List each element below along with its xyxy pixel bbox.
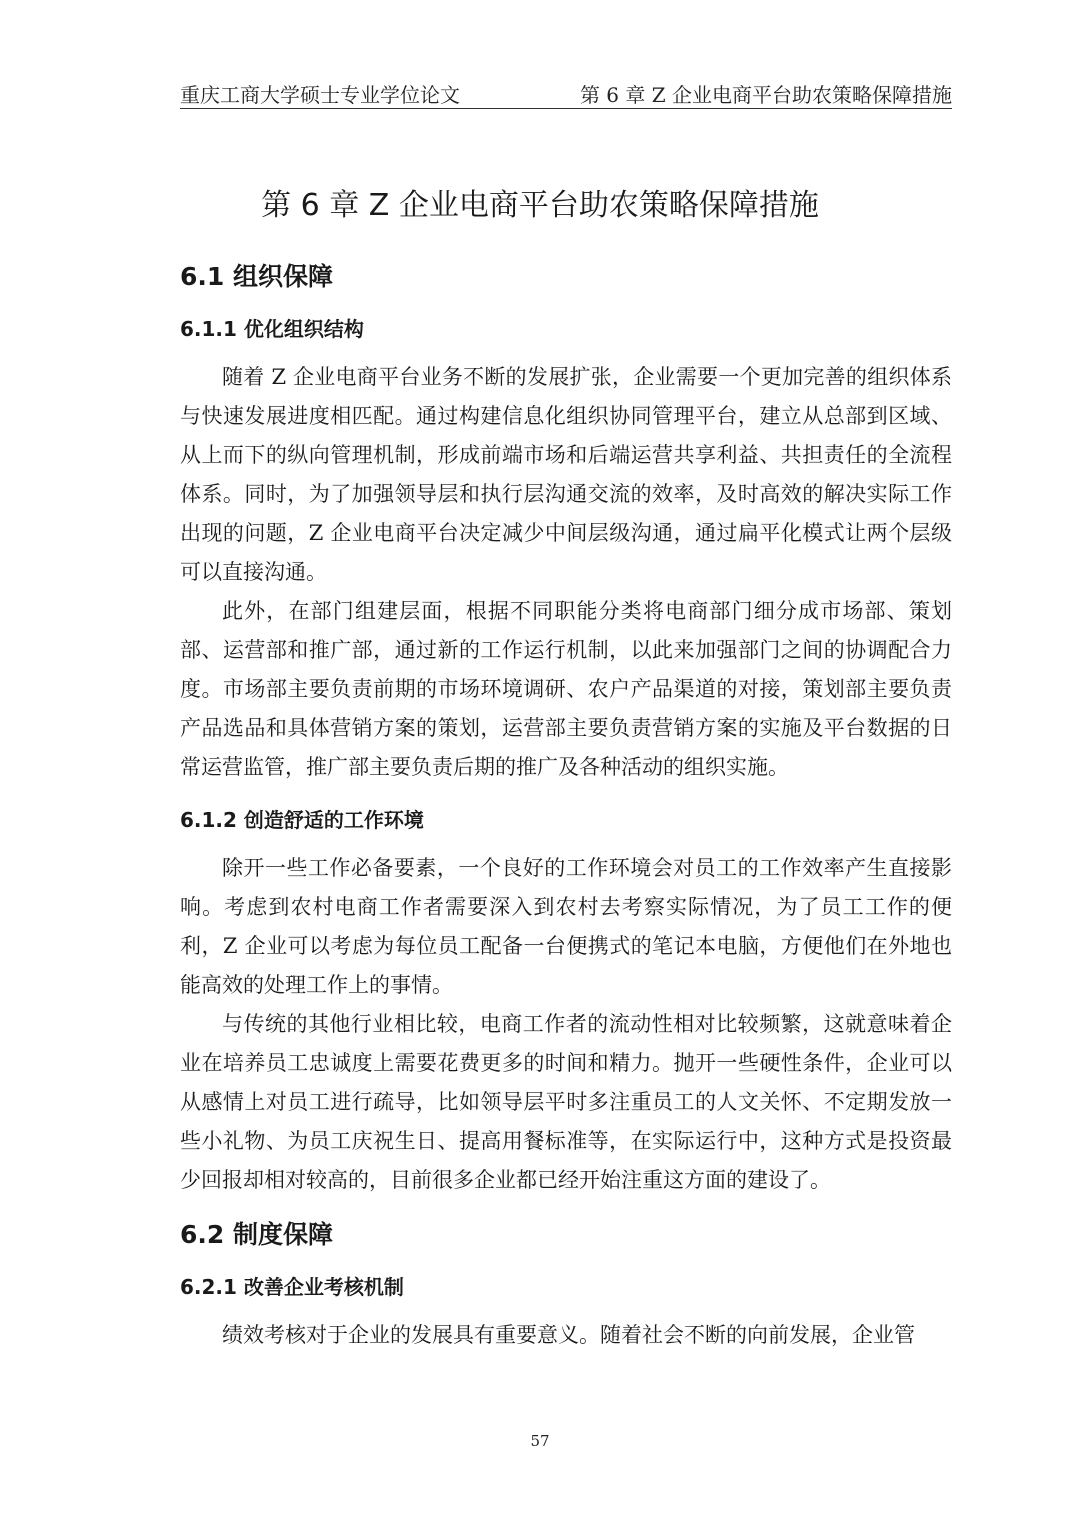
page-body [180, 258, 952, 1355]
paragraph: 绩效考核对于企业的发展具有重要意义。随着社会不断的向前发展，企业管 [222, 1323, 915, 1347]
page-number: 57 [530, 1432, 550, 1450]
paragraph: 除开一些工作必备要素，一个良好的工作环境会对员工的工作效率产生直接影响。考虑到农村电商工作者需要深入到农村去考察实际情况，为了员工工作的便利，Z 企业可以考虑为每位员工配备一台便携式的笔记本电脑，方便他们在外地也能高效的处理工作上的事情。 [180, 856, 952, 997]
subsection-heading-6-1-2: 6.1.2 创造舒适的工作环境 [180, 808, 424, 832]
paragraph: 此外，在部门组建层面，根据不同职能分类将电商部门细分成市场部、策划部、运营部和推广部，通过新的工作运行机制，以此来加强部门之间的协调配合力度。市场部主要负责前期的市场环境调研、农户产品渠道的对接，策划部主要负责产品选品和具体营销方案的策划，运营部主要负责营销方案的实施及平台数据的日常运营监管，推广部主要负责后期的推广及各种活动的组织实施。 [180, 599, 952, 779]
running-header [180, 78, 952, 109]
chapter-title: 第 6 章 Z 企业电商平台助农策略保障措施 [261, 188, 819, 223]
section-heading-6-1: 6.1 组织保障 [180, 262, 333, 291]
section-heading-6-2: 6.2 制度保障 [180, 1220, 333, 1249]
paragraph: 与传统的其他行业相比较，电商工作者的流动性相对比较频繁，这就意味着企业在培养员工忠诚度上需要花费更多的时间和精力。抛开一些硬性条件，企业可以从感情上对员工进行疏导，比如领导层平时多注重员工的人文关怀、不定期发放一些小礼物、为员工庆祝生日、提高用餐标准等，在实际运行中，这种方式是投资最少回报却相对较高的，目前很多企业都已经开始注重这方面的建设了。 [180, 1012, 952, 1192]
header-chapter-title: 第 6 章 Z 企业电商平台助农策略保障措施 [579, 82, 952, 107]
subsection-heading-6-1-1: 6.1.1 优化组织结构 [180, 317, 364, 341]
paragraph: 随着 Z 企业电商平台业务不断的发展扩张，企业需要一个更加完善的组织体系与快速发展进度相匹配。通过构建信息化组织协同管理平台，建立从总部到区域、从上而下的纵向管理机制，形成前端市场和后端运营共享利益、共担责任的全流程体系。同时，为了加强领导层和执行层沟通交流的效率，及时高效的解决实际工作出现的问题，Z 企业电商平台决定减少中间层级沟通，通过扁平化模式让两个层级可以直接沟通。 [180, 365, 952, 584]
header-thesis-title: 重庆工商大学硕士专业学位论文 [180, 82, 460, 107]
subsection-heading-6-2-1: 6.2.1 改善企业考核机制 [180, 1275, 404, 1299]
